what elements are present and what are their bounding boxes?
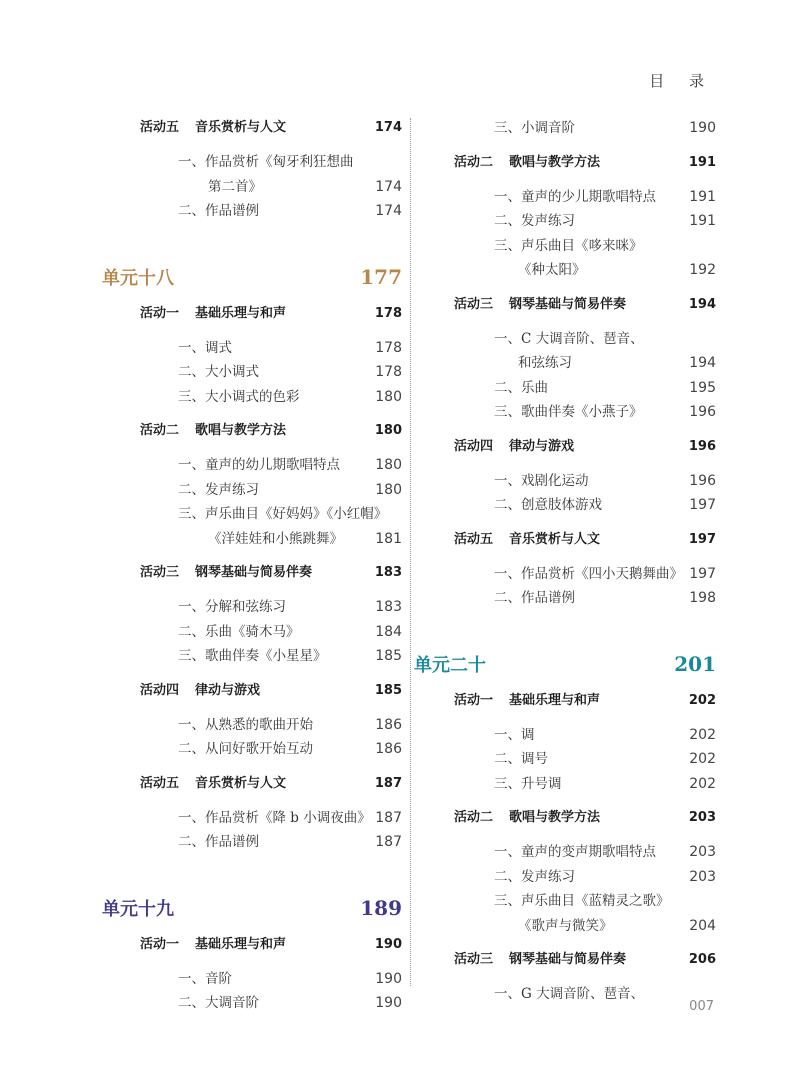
toc-entry[interactable] <box>494 400 716 425</box>
activity-label: 活动五 <box>454 531 494 547</box>
toc-entry[interactable] <box>178 737 402 762</box>
entry-page-number: 195 <box>689 379 716 396</box>
entry-title: 二、作品谱例 <box>178 203 259 219</box>
entry-title: 二、创意肢体游戏 <box>494 497 602 513</box>
activity-label: 活动三 <box>454 952 494 967</box>
entry-title: 三、声乐曲目《好妈妈》《小红帽》 <box>178 506 388 522</box>
entry-title: 一、童声的变声期歌唱特点 <box>494 844 656 860</box>
activity-label: 活动五 <box>140 775 180 791</box>
entry-title: 三、歌曲伴奏《小燕子》 <box>494 404 643 420</box>
entry-title: 二、从问好歌开始互动 <box>178 741 313 757</box>
toc-entry[interactable] <box>178 806 402 831</box>
unit-title: 单元十九 <box>102 898 174 920</box>
entry-title: 二、作品谱例 <box>494 590 575 606</box>
activity-heading[interactable] <box>454 528 716 552</box>
activity-page-number: 180 <box>374 423 402 438</box>
activity-title <box>454 948 626 972</box>
entry-page-number: 197 <box>689 497 716 513</box>
activity-name: 钢琴基础与简易伴奏 <box>509 296 627 312</box>
page-number: 007 <box>689 999 714 1014</box>
activity-heading[interactable] <box>140 679 402 703</box>
entry-page-number: 204 <box>689 917 716 934</box>
entry-page-number: 187 <box>375 834 402 850</box>
activity-heading[interactable] <box>454 689 716 713</box>
toc-entry[interactable] <box>178 385 402 410</box>
activity-heading[interactable] <box>454 151 716 175</box>
entry-title: 一、调式 <box>178 339 232 356</box>
activity-page-number: 202 <box>688 692 716 708</box>
entry-title: 第二首》 <box>208 178 262 195</box>
activity-title <box>140 302 286 326</box>
entry-title: 二、大调音阶 <box>178 995 259 1011</box>
activity-title <box>454 806 600 830</box>
activity-label: 活动四 <box>140 682 180 698</box>
toc-entry[interactable] <box>494 723 716 748</box>
entry-title: 二、乐曲 <box>494 379 548 396</box>
activity-page-number: 197 <box>688 531 716 547</box>
entry-title: 一、从熟悉的歌曲开始 <box>178 716 313 733</box>
activity-title <box>140 116 286 140</box>
activity-label: 活动一 <box>454 692 494 708</box>
activity-page-number: 185 <box>374 682 402 698</box>
entry-page-number: 178 <box>375 339 402 356</box>
activity-name: 音乐赏析与人文 <box>195 120 287 135</box>
activity-heading[interactable] <box>140 116 402 140</box>
toc-entry[interactable] <box>494 469 716 494</box>
entry-title: 三、歌曲伴奏《小星星》 <box>178 648 327 664</box>
entry-page-number: 203 <box>689 844 716 860</box>
toc-entry[interactable] <box>494 747 716 772</box>
toc-entry[interactable] <box>494 865 716 890</box>
activity-label: 活动一 <box>140 305 180 321</box>
activity-page-number: 196 <box>688 438 716 454</box>
entry-title: 三、升号调 <box>494 775 562 792</box>
entry-title: 一、作品赏析《匈牙利狂想曲 <box>178 154 354 170</box>
entry-page-number: 192 <box>689 262 716 278</box>
toc-entry[interactable] <box>518 258 716 283</box>
toc-entry[interactable] <box>494 772 716 797</box>
toc-entry[interactable] <box>178 620 402 645</box>
activity-page-number: 178 <box>374 305 402 321</box>
entry-title: 《洋娃娃和小熊跳舞》 <box>208 530 343 547</box>
entry-page-number: 190 <box>689 120 716 136</box>
entry-page-number: 186 <box>375 716 402 733</box>
activity-title <box>454 151 600 175</box>
toc-entry[interactable] <box>494 840 716 865</box>
entry-page-number: 202 <box>689 726 716 743</box>
entry-title: 二、发声练习 <box>494 213 575 229</box>
entry-title: 一、调 <box>494 726 535 743</box>
toc-entry[interactable] <box>178 478 402 503</box>
unit-heading[interactable] <box>102 891 402 925</box>
entry-page-number: 180 <box>375 388 402 405</box>
activity-name: 律动与游戏 <box>195 682 261 698</box>
entry-title: 《种太阳》 <box>518 262 586 278</box>
activity-page-number: 190 <box>374 936 402 952</box>
toc-entry[interactable] <box>494 234 716 259</box>
toc-entry[interactable] <box>494 185 716 210</box>
activity-title <box>454 435 574 459</box>
entry-title: 一、C 大调音阶、琶音、 <box>494 330 644 347</box>
entry-page-number: 187 <box>375 809 402 826</box>
entry-title: 二、大小调式 <box>178 364 259 380</box>
activity-title <box>140 933 286 957</box>
page-header: 目 录 <box>649 72 714 90</box>
entry-title: 《歌声与微笑》 <box>518 917 613 934</box>
activity-name: 基础乐理与和声 <box>509 692 601 708</box>
toc-entry[interactable] <box>178 830 402 855</box>
entry-page-number: 196 <box>689 472 716 489</box>
toc-entry[interactable] <box>494 493 716 518</box>
unit-page-number: 177 <box>360 264 402 289</box>
entry-page-number: 174 <box>375 178 402 195</box>
entry-title: 二、乐曲《骑木马》 <box>178 623 300 640</box>
entry-title: 一、童声的幼儿期歌唱特点 <box>178 457 340 473</box>
activity-heading[interactable] <box>454 948 716 972</box>
activity-label: 活动四 <box>454 438 494 454</box>
entry-title: 一、童声的少儿期歌唱特点 <box>494 188 656 205</box>
entry-page-number: 194 <box>689 355 716 371</box>
unit-heading[interactable] <box>414 647 716 681</box>
activity-page-number: 191 <box>688 154 716 170</box>
entry-page-number: 184 <box>375 623 402 640</box>
activity-name: 基础乐理与和声 <box>195 305 287 321</box>
activity-page-number: 194 <box>688 296 716 312</box>
activity-title <box>140 561 312 585</box>
activity-heading[interactable] <box>454 806 716 830</box>
column-divider <box>410 118 411 986</box>
entry-title: 三、大小调式的色彩 <box>178 388 300 405</box>
entry-title: 和弦练习 <box>518 355 572 371</box>
toc-entry[interactable] <box>494 376 716 401</box>
entry-page-number: 203 <box>689 868 716 885</box>
entry-title: 一、G 大调音阶、琶音、 <box>494 986 645 1002</box>
activity-name: 律动与游戏 <box>509 438 575 454</box>
activity-heading[interactable] <box>140 772 402 796</box>
activity-name: 基础乐理与和声 <box>195 936 287 952</box>
entry-title: 一、音阶 <box>178 970 232 987</box>
entry-title: 三、声乐曲目《蓝精灵之歌》 <box>494 893 670 909</box>
activity-name: 歌唱与教学方法 <box>509 154 601 170</box>
activity-label: 活动五 <box>140 120 180 135</box>
activity-title <box>140 419 286 443</box>
activity-label: 活动一 <box>140 936 180 952</box>
activity-label: 活动二 <box>454 810 494 825</box>
toc-entry[interactable] <box>178 991 402 1016</box>
entry-page-number: 198 <box>689 590 716 606</box>
entry-page-number: 202 <box>689 751 716 767</box>
entry-title: 二、发声练习 <box>178 481 259 498</box>
unit-title: 单元二十 <box>414 654 486 676</box>
toc-entry[interactable] <box>494 889 716 914</box>
toc-entry[interactable] <box>178 336 402 361</box>
entry-page-number: 190 <box>375 995 402 1011</box>
activity-page-number: 203 <box>688 810 716 825</box>
toc-entry[interactable] <box>518 914 716 939</box>
entry-title: 一、作品赏析《降 b 小调夜曲》 <box>178 809 371 826</box>
activity-heading[interactable] <box>140 302 402 326</box>
activity-title <box>140 679 260 703</box>
activity-title <box>454 293 626 317</box>
unit-page-number: 189 <box>360 895 402 920</box>
activity-heading[interactable] <box>140 419 402 443</box>
entry-title: 二、发声练习 <box>494 868 575 885</box>
activity-page-number: 206 <box>688 952 716 967</box>
unit-heading[interactable] <box>102 260 402 294</box>
activity-label: 活动二 <box>454 154 494 170</box>
activity-label: 活动三 <box>454 296 494 312</box>
toc-entry[interactable] <box>178 595 402 620</box>
toc-entry[interactable] <box>208 527 402 552</box>
toc-entry[interactable] <box>518 351 716 376</box>
entry-page-number: 202 <box>689 775 716 792</box>
toc-entry[interactable] <box>494 562 716 587</box>
entry-title: 一、作品赏析《四小天鹅舞曲》 <box>494 565 683 582</box>
entry-page-number: 178 <box>375 364 402 380</box>
toc-entry[interactable] <box>494 327 716 352</box>
toc-entry[interactable] <box>494 982 716 1007</box>
activity-name: 钢琴基础与简易伴奏 <box>509 952 627 967</box>
toc-right-column <box>414 116 716 1017</box>
activity-page-number: 187 <box>374 775 402 791</box>
entry-title: 二、作品谱例 <box>178 834 259 850</box>
activity-page-number: 183 <box>374 565 402 580</box>
toc-entry[interactable] <box>208 175 402 200</box>
entry-page-number: 191 <box>689 213 716 229</box>
toc-entry[interactable] <box>178 644 402 669</box>
toc-entry[interactable] <box>178 502 402 527</box>
unit-title: 单元十八 <box>102 267 174 289</box>
toc-entry[interactable] <box>178 967 402 992</box>
activity-name: 歌唱与教学方法 <box>195 423 287 438</box>
activity-title <box>454 689 600 713</box>
activity-name: 音乐赏析与人文 <box>509 531 601 547</box>
toc-entry[interactable] <box>494 209 716 234</box>
activity-heading[interactable] <box>140 933 402 957</box>
entry-page-number: 190 <box>375 970 402 987</box>
activity-label: 活动二 <box>140 423 180 438</box>
activity-name: 音乐赏析与人文 <box>195 775 287 791</box>
activity-heading[interactable] <box>454 435 716 459</box>
activity-title <box>454 528 600 552</box>
activity-heading[interactable] <box>454 293 716 317</box>
activity-label: 活动三 <box>140 565 180 580</box>
entry-title: 一、戏剧化运动 <box>494 472 589 489</box>
entry-page-number: 191 <box>689 188 716 205</box>
toc-entry[interactable] <box>178 713 402 738</box>
entry-page-number: 197 <box>689 565 716 582</box>
toc-left-column <box>102 116 402 1026</box>
unit-page-number: 201 <box>674 651 716 676</box>
toc-entry[interactable] <box>494 116 716 141</box>
entry-page-number: 185 <box>375 648 402 664</box>
activity-title <box>140 772 286 796</box>
entry-page-number: 174 <box>375 203 402 219</box>
toc-entry[interactable] <box>178 453 402 478</box>
toc-entry[interactable] <box>178 360 402 385</box>
toc-entry[interactable] <box>178 199 402 224</box>
toc-entry[interactable] <box>178 150 402 175</box>
activity-heading[interactable] <box>140 561 402 585</box>
toc-entry[interactable] <box>494 586 716 611</box>
entry-page-number: 196 <box>689 404 716 420</box>
entry-title: 三、小调音阶 <box>494 120 575 136</box>
entry-page-number: 183 <box>375 599 402 615</box>
entry-title: 二、调号 <box>494 751 548 767</box>
entry-page-number: 181 <box>375 530 402 547</box>
activity-name: 歌唱与教学方法 <box>509 810 601 825</box>
entry-title: 一、分解和弦练习 <box>178 599 286 615</box>
activity-name: 钢琴基础与简易伴奏 <box>195 565 313 580</box>
entry-title: 三、声乐曲目《哆来咪》 <box>494 237 643 254</box>
activity-page-number: 174 <box>374 120 402 135</box>
entry-page-number: 186 <box>375 741 402 757</box>
entry-page-number: 180 <box>375 457 402 473</box>
entry-page-number: 180 <box>375 481 402 498</box>
